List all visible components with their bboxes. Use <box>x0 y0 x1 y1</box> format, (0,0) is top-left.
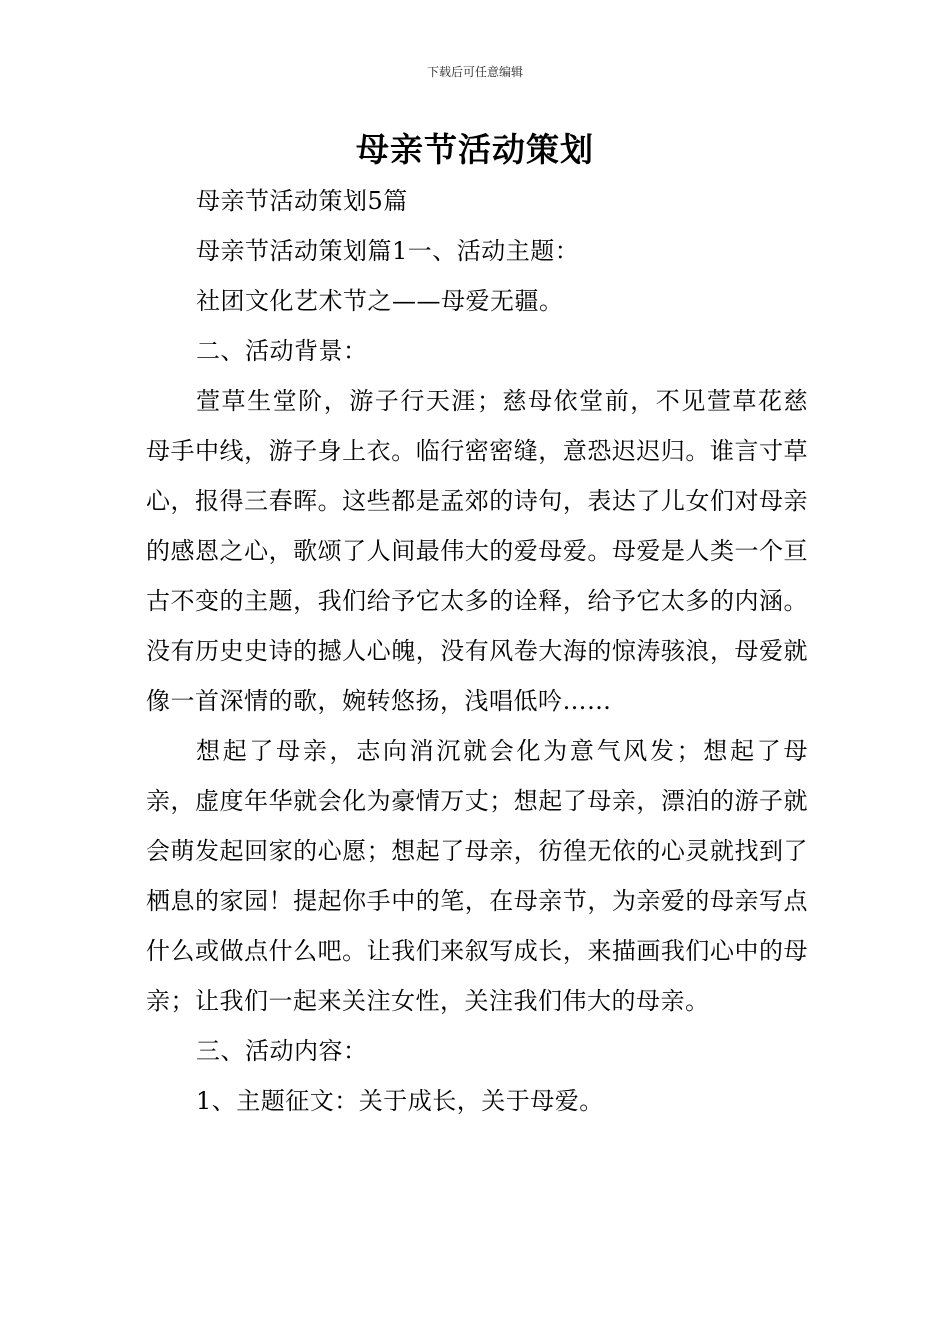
document-title: 母亲节活动策划 <box>356 130 594 169</box>
paragraph-content-heading: 三、活动内容： <box>196 1037 368 1065</box>
paragraph-subtitle: 母亲节活动策划5篇 <box>196 187 408 215</box>
paragraph-theme-heading: 母亲节活动策划篇1一、活动主题： <box>196 237 580 265</box>
paragraph-background-2: 想起了母亲，志向消沉就会化为意气风发；想起了母亲，虚度年华就会化为豪情万丈；想起了母亲，漂泊的游子就会萌发起回家的心愿；想起了母亲，彷徨无依的心灵就找到了栖息的家园！提起你手中的笔，在母亲节，为亲爱的母亲写点什么或做点什么吧。让我们来叙写成长，来描画我们心中的母亲；让我们一起来关注女性，关注我们伟大的母亲。 <box>146 737 808 1015</box>
document-body <box>146 176 808 1126</box>
header-note: 下载后可任意编辑 <box>426 65 523 79</box>
paragraph-theme: 社团文化艺术节之——母爱无疆。 <box>196 287 564 315</box>
paragraph-background-1: 萱草生堂阶，游子行天涯；慈母依堂前，不见萱草花慈母手中线，游子身上衣。临行密密缝，意恐迟迟归。谁言寸草心，报得三春晖。这些都是孟郊的诗句，表达了儿女们对母亲的感恩之心，歌颂了人间最伟大的爱母爱。母爱是人类一个亘古不变的主题，我们给予它太多的诠释，给予它太多的内涵。没有历史史诗的撼人心魄，没有风卷大海的惊涛骇浪，母爱就像一首深情的歌，婉转悠扬，浅唱低吟…… <box>146 387 808 715</box>
paragraph-content-item-1: 1、主题征文：关于成长，关于母爱。 <box>196 1087 604 1115</box>
paragraph-background-heading: 二、活动背景： <box>196 337 368 365</box>
